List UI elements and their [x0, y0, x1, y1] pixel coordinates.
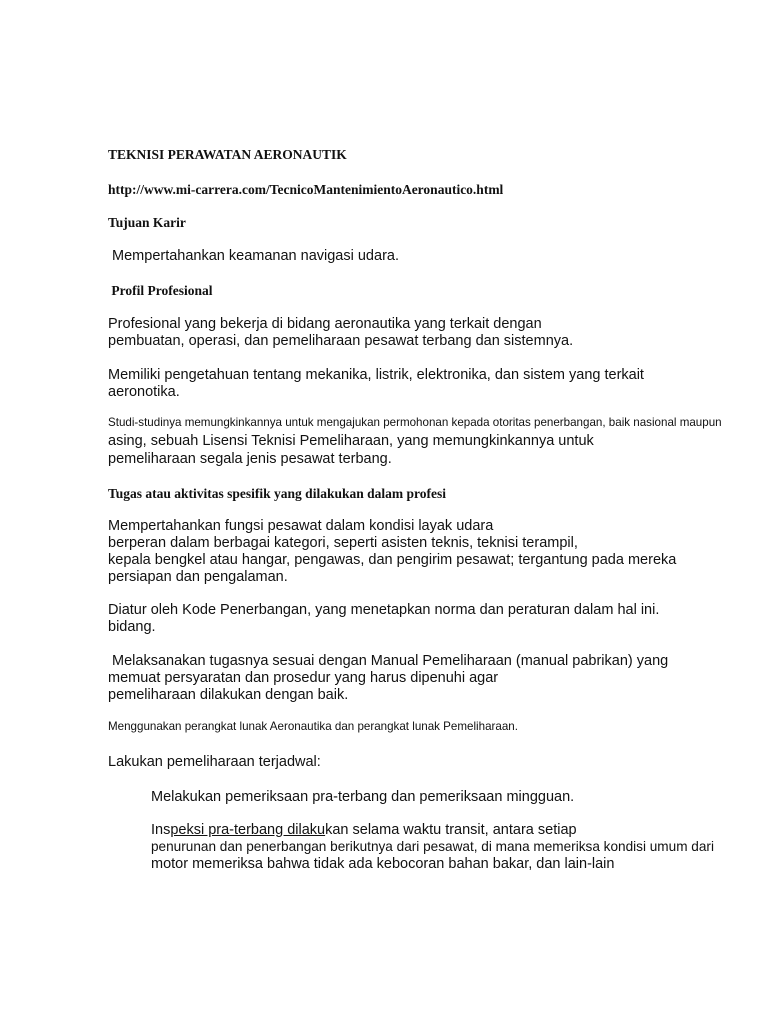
scheduled-item-1: Melakukan pemeriksaan pra-terbang dan pemeriksaan mingguan.	[151, 789, 575, 805]
profile-p3-small: Studi-studinya memungkinkannya untuk mengajukan permohonan kepada otoritas penerbangan, baik nasional maupun	[108, 416, 722, 429]
document-title: TEKNISI PERAWATAN AERONAUTIK	[108, 147, 347, 162]
tasks-p3-line: Melaksanakan tugasnya sesuai dengan Manual Pemeliharaan (manual pabrikan) yang	[108, 653, 669, 669]
scheduled-item-2	[151, 822, 577, 839]
tasks-heading: Tugas atau aktivitas spesifik yang dilakukan dalam profesi	[108, 486, 446, 501]
tasks-p4-small: Menggunakan perangkat lunak Aeronautika dan perangkat lunak Pemeliharaan.	[108, 720, 518, 733]
scheduled-item-2-post: kan selama waktu transit, antara setiap	[325, 822, 577, 838]
career-goal-text: Mempertahankan keamanan navigasi udara.	[108, 248, 399, 264]
profile-p1-line: pembuatan, operasi, dan pemeliharaan pesawat terbang dan sistemnya.	[108, 333, 574, 349]
scheduled-item-2-pre: Ins	[151, 822, 171, 838]
profile-heading: Profil Profesional	[108, 283, 213, 298]
tasks-p1-line: Mempertahankan fungsi pesawat dalam kondisi layak udara	[108, 518, 494, 534]
tasks-p2-line: Diatur oleh Kode Penerbangan, yang menetapkan norma dan peraturan dalam hal ini.	[108, 602, 660, 618]
tasks-p3-line: pemeliharaan dilakukan dengan baik.	[108, 687, 349, 703]
career-goal-heading: Tujuan Karir	[108, 215, 186, 230]
scheduled-item-2-underlined: peksi pra-terbang dilaku	[170, 822, 326, 838]
tasks-p2-line: bidang.	[108, 619, 156, 635]
profile-p2-line: Memiliki pengetahuan tentang mekanika, listrik, elektronika, dan sistem yang terkait	[108, 367, 644, 383]
tasks-p3-line: memuat persyaratan dan prosedur yang harus dipenuhi agar	[108, 670, 499, 686]
profile-p3-line: pemeliharaan segala jenis pesawat terbang.	[108, 451, 392, 467]
tasks-p1-line: persiapan dan pengalaman.	[108, 569, 288, 585]
tasks-p1-line: kepala bengkel atau hangar, pengawas, dan pengirim pesawat; tergantung pada mereka	[108, 552, 677, 568]
source-url: http://www.mi-carrera.com/TecnicoMantenimientoAeronautico.html	[108, 182, 504, 197]
scheduled-item-2-cont: motor memeriksa bahwa tidak ada kebocoran bahan bakar, dan lain-lain	[151, 856, 615, 872]
profile-p1-line: Profesional yang bekerja di bidang aeronautika yang terkait dengan	[108, 316, 542, 332]
profile-p3-line: asing, sebuah Lisensi Teknisi Pemeliharaan, yang memungkinkannya untuk	[108, 433, 594, 449]
tasks-p1-line: berperan dalam berbagai kategori, seperti asisten teknis, teknisi terampil,	[108, 535, 578, 551]
scheduled-item-2-cont: penurunan dan penerbangan berikutnya dari pesawat, di mana memeriksa kondisi umum dari	[151, 839, 714, 854]
scheduled-heading: Lakukan pemeliharaan terjadwal:	[108, 754, 321, 770]
profile-p2-line: aeronotika.	[108, 384, 180, 400]
